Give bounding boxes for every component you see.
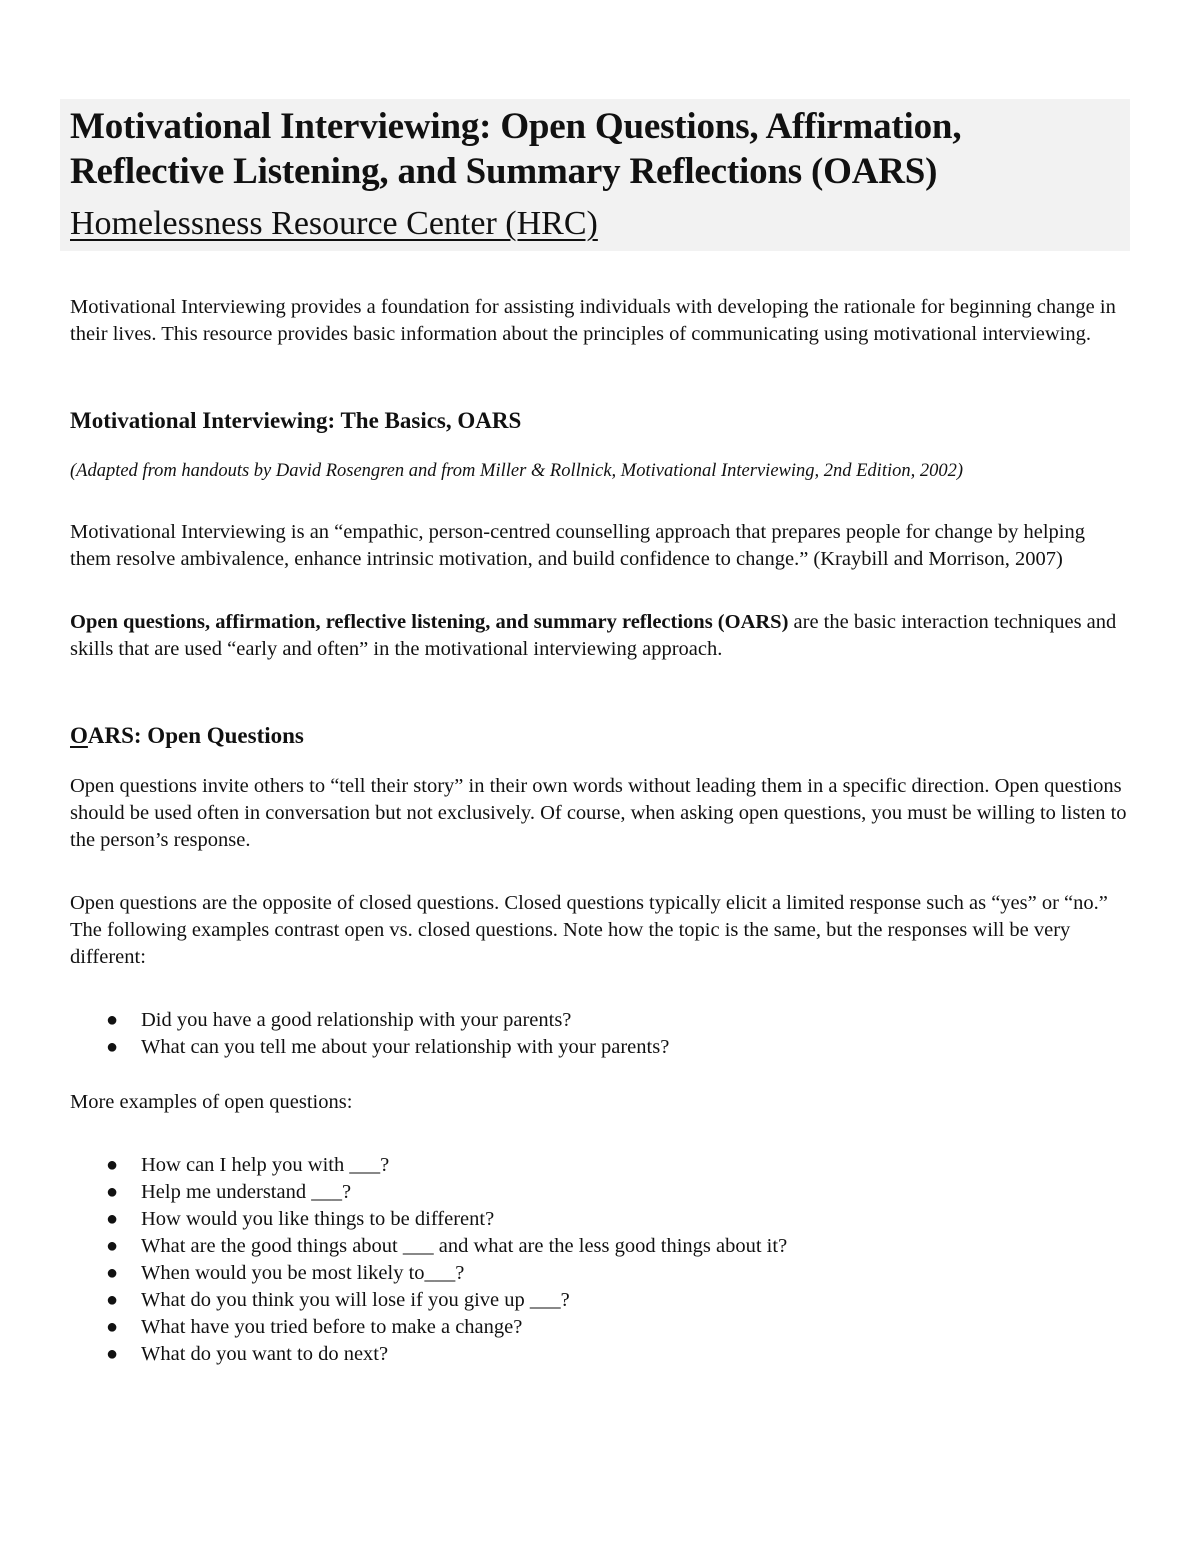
open-questions-heading-initial: O [70,723,88,748]
list-item: ● What do you think you will lose if you give up ___? [70,1287,1130,1314]
oars-rest-text: are the basic interaction techniques and skills that are used “early and often” in the motivational interviewing approach. [70,611,1117,660]
mi-definition-paragraph: Motivational Interviewing is an “empathic, person-centred counselling approach that prepares people for change by helping them resolve ambivalence, enhance intrinsic motivation, and build confidence to change.” (Kraybill and Morrison, 2007) [70,521,1085,570]
basics-heading: Motivational Interviewing: The Basics, OARS [70,408,522,433]
title-line-1: Motivational Interviewing: Open Questions, Affirmation, [70,106,962,147]
more-examples-label: More examples of open questions: [70,1091,353,1113]
page-subtitle [70,204,1130,244]
bullet-icon: ● [106,1208,119,1230]
bullet-icon: ● [106,1262,119,1284]
list-item: ● How would you like things to be different? [70,1206,1130,1233]
bullet-icon: ● [106,1036,119,1058]
list-item: ● What are the good things about ___ and what are the less good things about it? [70,1233,1130,1260]
intro-paragraph: Motivational Interviewing provides a foundation for assisting individuals with developing the rationale for beginning change in their lives. This resource provides basic information about the principles of communicating using motivational interviewing. [70,296,1116,345]
list-item: ● What do you want to do next? [70,1341,1130,1368]
list-item: ● What can you tell me about your relationship with your parents? [70,1034,1130,1061]
list-item: ● When would you be most likely to___? [70,1260,1130,1287]
list-item: ● What have you tried before to make a change? [70,1314,1130,1341]
bullet-icon: ● [106,1235,119,1257]
open-questions-paragraph-1: Open questions invite others to “tell their story” in their own words without leading them in a specific direction. Open questions should be used often in conversation but not exclusively. Of course, when asking open questions, you must be willing to listen to the person’s response. [70,775,1127,851]
contrast-examples-list [70,1007,1130,1061]
oars-bold-text: Open questions, affirmation, reflective listening, and summary reflections (OARS) [70,611,789,633]
more-examples-list [70,1152,1130,1368]
open-questions-heading-rest: ARS: Open Questions [87,723,304,748]
bullet-icon: ● [106,1154,119,1176]
bullet-icon: ● [106,1343,119,1365]
title-block [70,0,1130,244]
page-title [70,104,1130,194]
oars-paragraph [70,609,1130,663]
bullet-icon: ● [106,1181,119,1203]
title-line-2: Reflective Listening, and Summary Reflections (OARS) [70,151,938,192]
bullet-icon: ● [106,1009,119,1031]
bullet-icon: ● [106,1289,119,1311]
list-item: ● Help me understand ___? [70,1179,1130,1206]
list-item: ● How can I help you with ___? [70,1152,1130,1179]
subtitle-text: Homelessness Resource Center (HRC) [70,205,598,242]
bullet-icon: ● [106,1316,119,1338]
list-item: ● Did you have a good relationship with your parents? [70,1007,1130,1034]
open-questions-heading [70,721,1130,751]
adapted-note: (Adapted from handouts by David Rosengren and from Miller & Rollnick, Motivational Interviewing, 2nd Edition, 2002) [70,461,964,481]
open-questions-paragraph-2: Open questions are the opposite of closed questions. Closed questions typically elicit a limited response such as “yes” or “no.” The following examples contrast open vs. closed questions. Note how the topic is the same, but the responses will be very different: [70,892,1108,968]
